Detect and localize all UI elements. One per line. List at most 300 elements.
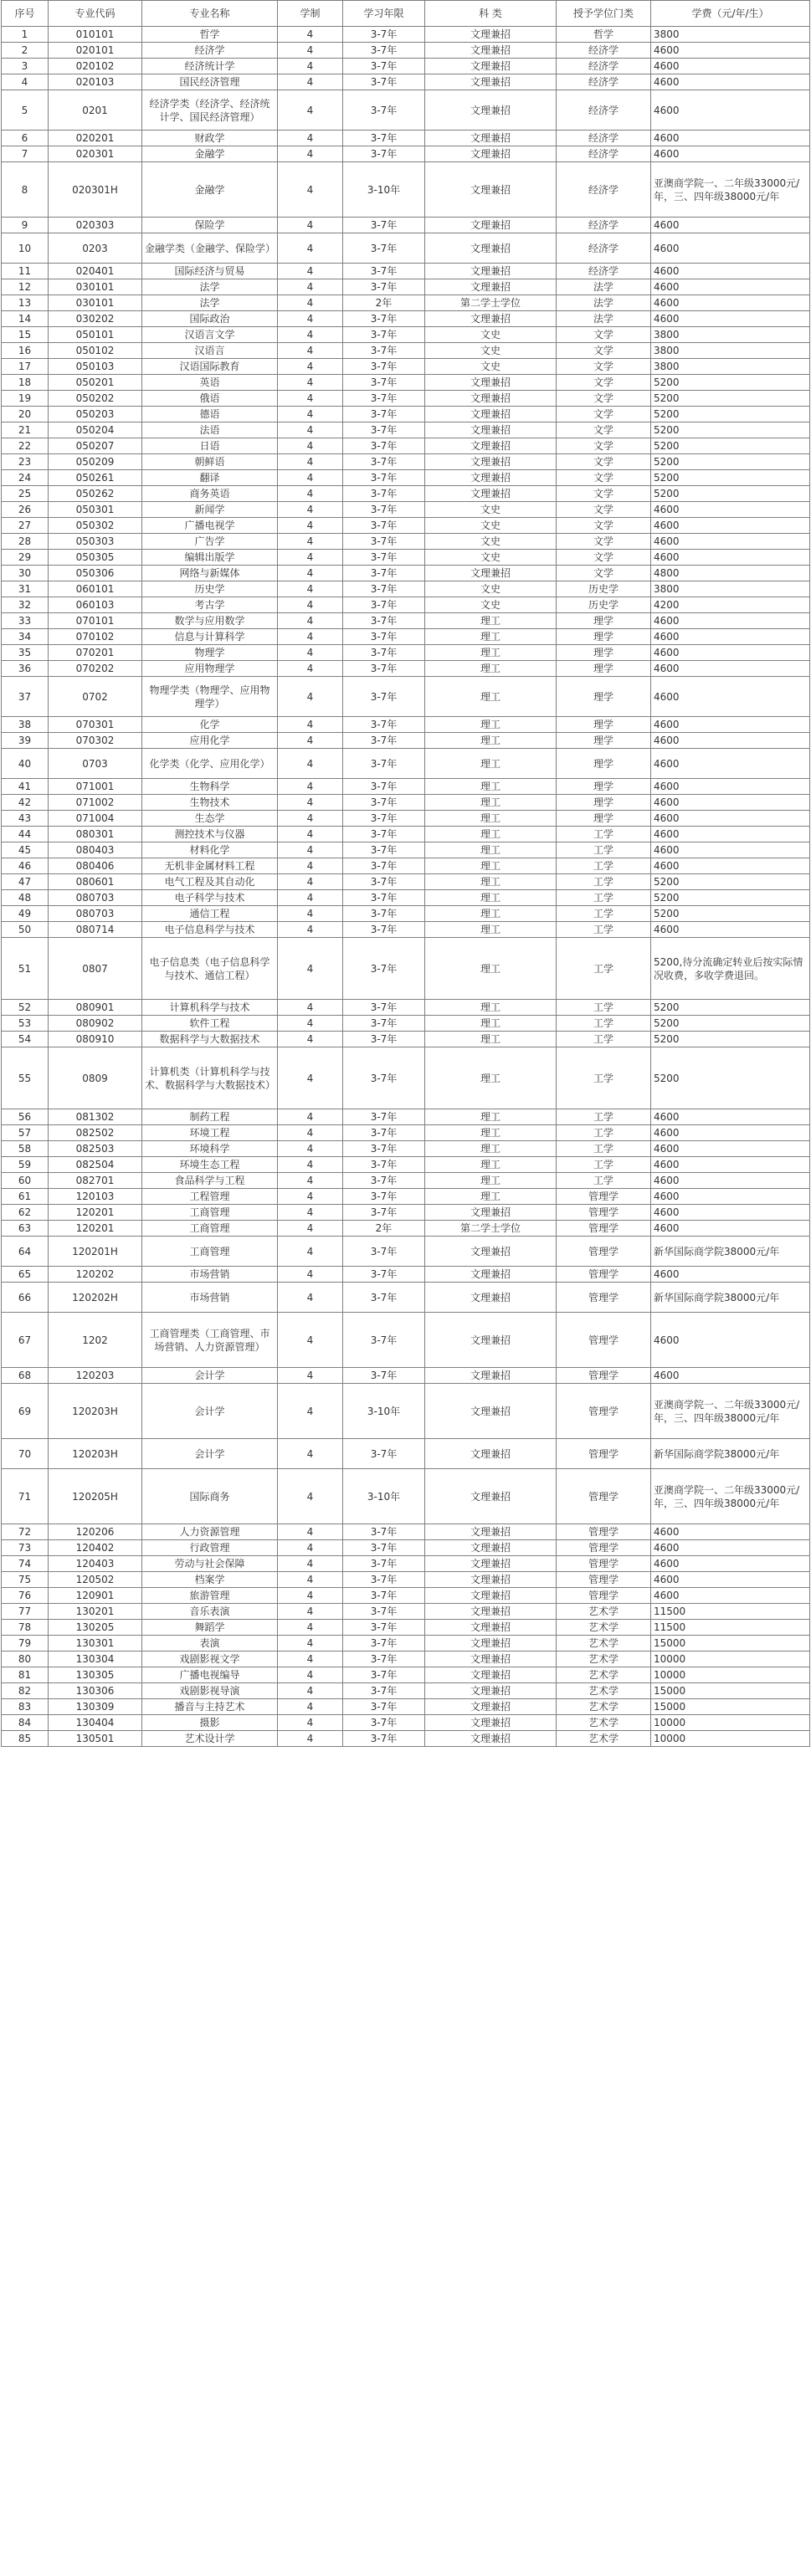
cell-study-period: 3-7年 (343, 233, 425, 264)
cell-tuition: 4600 (651, 218, 810, 233)
cell-subject-category: 文理兼招 (425, 486, 557, 502)
cell-major-code: 030202 (49, 311, 142, 327)
table-row (2, 1173, 810, 1189)
cell-tuition: 5200 (651, 1016, 810, 1032)
table-row (2, 566, 810, 581)
cell-schooling-years: 4 (278, 59, 343, 74)
header-row (2, 1, 810, 27)
cell-major-code: 050204 (49, 423, 142, 438)
cell-major-name: 化学 (142, 717, 278, 733)
cell-major-code: 050302 (49, 518, 142, 534)
cell-row-index: 42 (2, 795, 49, 811)
table-row (2, 311, 810, 327)
cell-major-code: 1202 (49, 1313, 142, 1368)
cell-schooling-years: 4 (278, 1189, 343, 1205)
cell-major-name: 经济学类（经济学、经济统计学、国民经济管理） (142, 90, 278, 131)
cell-subject-category: 理工 (425, 717, 557, 733)
cell-tuition: 4600 (651, 1221, 810, 1237)
cell-schooling-years: 4 (278, 717, 343, 733)
cell-subject-category: 文史 (425, 502, 557, 518)
cell-degree-category: 工学 (557, 1173, 651, 1189)
cell-study-period: 3-7年 (343, 131, 425, 146)
cell-row-index: 15 (2, 327, 49, 343)
cell-major-name: 环境科学 (142, 1141, 278, 1157)
cell-major-name: 汉语言 (142, 343, 278, 359)
table-row (2, 733, 810, 749)
cell-study-period: 3-7年 (343, 1125, 425, 1141)
cell-degree-category: 艺术学 (557, 1652, 651, 1667)
cell-study-period: 3-7年 (343, 59, 425, 74)
cell-major-code: 070102 (49, 629, 142, 645)
cell-tuition: 5200 (651, 874, 810, 890)
table-row (2, 1283, 810, 1313)
cell-schooling-years: 4 (278, 1283, 343, 1313)
cell-tuition: 10000 (651, 1652, 810, 1667)
cell-subject-category: 文理兼招 (425, 233, 557, 264)
cell-schooling-years: 4 (278, 938, 343, 1000)
cell-major-name: 市场营销 (142, 1283, 278, 1313)
header-major-name: 专业名称 (142, 1, 278, 27)
cell-major-name: 汉语言文学 (142, 327, 278, 343)
cell-row-index: 3 (2, 59, 49, 74)
cell-tuition: 11500 (651, 1604, 810, 1620)
cell-row-index: 24 (2, 470, 49, 486)
cell-major-code: 050207 (49, 438, 142, 454)
cell-major-code: 030101 (49, 295, 142, 311)
cell-subject-category: 文理兼招 (425, 1588, 557, 1604)
table-row (2, 1157, 810, 1173)
cell-degree-category: 法学 (557, 279, 651, 295)
cell-row-index: 13 (2, 295, 49, 311)
cell-row-index: 34 (2, 629, 49, 645)
cell-subject-category: 文理兼招 (425, 59, 557, 74)
cell-degree-category: 经济学 (557, 43, 651, 59)
table-row (2, 1469, 810, 1524)
cell-subject-category: 文理兼招 (425, 375, 557, 391)
cell-tuition: 15000 (651, 1683, 810, 1699)
cell-subject-category: 文理兼招 (425, 1368, 557, 1384)
cell-degree-category: 工学 (557, 858, 651, 874)
cell-major-code: 130306 (49, 1683, 142, 1699)
cell-schooling-years: 4 (278, 733, 343, 749)
cell-row-index: 20 (2, 407, 49, 423)
cell-major-name: 金融学 (142, 146, 278, 162)
cell-degree-category: 文学 (557, 407, 651, 423)
cell-schooling-years: 4 (278, 1652, 343, 1667)
cell-subject-category: 理工 (425, 842, 557, 858)
cell-subject-category: 文理兼招 (425, 279, 557, 295)
cell-major-name: 保险学 (142, 218, 278, 233)
cell-study-period: 3-7年 (343, 1173, 425, 1189)
cell-tuition: 4600 (651, 1524, 810, 1540)
cell-major-code: 130501 (49, 1731, 142, 1747)
cell-study-period: 3-7年 (343, 613, 425, 629)
cell-degree-category: 工学 (557, 874, 651, 890)
cell-schooling-years: 4 (278, 131, 343, 146)
cell-major-code: 0702 (49, 677, 142, 717)
cell-major-name: 舞蹈学 (142, 1620, 278, 1636)
cell-major-code: 050261 (49, 470, 142, 486)
table-row (2, 1047, 810, 1109)
cell-subject-category: 理工 (425, 1157, 557, 1173)
cell-row-index: 50 (2, 922, 49, 938)
cell-degree-category: 艺术学 (557, 1667, 651, 1683)
cell-major-code: 130305 (49, 1667, 142, 1683)
cell-degree-category: 文学 (557, 438, 651, 454)
cell-row-index: 12 (2, 279, 49, 295)
cell-row-index: 43 (2, 811, 49, 827)
cell-degree-category: 管理学 (557, 1540, 651, 1556)
cell-study-period: 3-7年 (343, 343, 425, 359)
cell-subject-category: 理工 (425, 1032, 557, 1047)
cell-degree-category: 管理学 (557, 1313, 651, 1368)
cell-tuition: 新华国际商学院38000元/年 (651, 1237, 810, 1267)
cell-study-period: 3-10年 (343, 162, 425, 218)
cell-subject-category: 文理兼招 (425, 1652, 557, 1667)
cell-tuition: 新华国际商学院38000元/年 (651, 1439, 810, 1469)
cell-row-index: 76 (2, 1588, 49, 1604)
cell-degree-category: 管理学 (557, 1368, 651, 1384)
cell-degree-category: 管理学 (557, 1384, 651, 1439)
cell-subject-category: 文理兼招 (425, 566, 557, 581)
cell-study-period: 3-7年 (343, 407, 425, 423)
cell-major-code: 050203 (49, 407, 142, 423)
cell-subject-category: 理工 (425, 661, 557, 677)
cell-major-name: 无机非金属材料工程 (142, 858, 278, 874)
cell-tuition: 4600 (651, 749, 810, 779)
cell-schooling-years: 4 (278, 1667, 343, 1683)
cell-degree-category: 文学 (557, 375, 651, 391)
cell-degree-category: 理学 (557, 733, 651, 749)
cell-degree-category: 理学 (557, 779, 651, 795)
table-row (2, 131, 810, 146)
table-row (2, 1636, 810, 1652)
table-row (2, 1683, 810, 1699)
table-row (2, 1125, 810, 1141)
table-row (2, 629, 810, 645)
cell-row-index: 51 (2, 938, 49, 1000)
cell-schooling-years: 4 (278, 162, 343, 218)
header-degree-category: 授予学位门类 (557, 1, 651, 27)
table-row (2, 1540, 810, 1556)
cell-degree-category: 文学 (557, 502, 651, 518)
cell-subject-category: 文理兼招 (425, 438, 557, 454)
cell-degree-category: 哲学 (557, 27, 651, 43)
table-row (2, 1604, 810, 1620)
cell-major-code: 070301 (49, 717, 142, 733)
cell-major-code: 080703 (49, 890, 142, 906)
cell-degree-category: 管理学 (557, 1572, 651, 1588)
cell-tuition: 3800 (651, 27, 810, 43)
cell-subject-category: 理工 (425, 1125, 557, 1141)
cell-major-name: 国民经济管理 (142, 74, 278, 90)
cell-row-index: 79 (2, 1636, 49, 1652)
cell-tuition: 4600 (651, 733, 810, 749)
cell-tuition: 5200 (651, 438, 810, 454)
cell-row-index: 73 (2, 1540, 49, 1556)
cell-study-period: 3-7年 (343, 677, 425, 717)
table-row (2, 438, 810, 454)
cell-schooling-years: 4 (278, 454, 343, 470)
cell-major-code: 020201 (49, 131, 142, 146)
cell-schooling-years: 4 (278, 470, 343, 486)
cell-major-name: 考古学 (142, 597, 278, 613)
cell-schooling-years: 4 (278, 1604, 343, 1620)
cell-degree-category: 理学 (557, 661, 651, 677)
cell-study-period: 3-7年 (343, 1699, 425, 1715)
cell-tuition: 4600 (651, 146, 810, 162)
cell-major-name: 日语 (142, 438, 278, 454)
cell-subject-category: 文理兼招 (425, 27, 557, 43)
cell-schooling-years: 4 (278, 874, 343, 890)
table-row (2, 1000, 810, 1016)
cell-major-name: 材料化学 (142, 842, 278, 858)
cell-major-code: 050202 (49, 391, 142, 407)
cell-subject-category: 理工 (425, 645, 557, 661)
cell-degree-category: 经济学 (557, 59, 651, 74)
cell-major-name: 电子信息类（电子信息科学与技术、通信工程） (142, 938, 278, 1000)
cell-study-period: 3-7年 (343, 279, 425, 295)
cell-major-name: 物理学类（物理学、应用物理学） (142, 677, 278, 717)
cell-subject-category: 文理兼招 (425, 90, 557, 131)
cell-degree-category: 管理学 (557, 1588, 651, 1604)
cell-study-period: 3-7年 (343, 890, 425, 906)
cell-schooling-years: 4 (278, 43, 343, 59)
cell-subject-category: 理工 (425, 733, 557, 749)
cell-major-code: 120206 (49, 1524, 142, 1540)
table-row (2, 1384, 810, 1439)
cell-major-name: 工商管理 (142, 1221, 278, 1237)
cell-tuition: 4600 (651, 131, 810, 146)
cell-subject-category: 文理兼招 (425, 1469, 557, 1524)
cell-major-code: 020303 (49, 218, 142, 233)
cell-major-name: 劳动与社会保障 (142, 1556, 278, 1572)
cell-major-code: 060101 (49, 581, 142, 597)
cell-degree-category: 管理学 (557, 1189, 651, 1205)
cell-study-period: 3-7年 (343, 1157, 425, 1173)
table-row (2, 874, 810, 890)
cell-schooling-years: 4 (278, 1699, 343, 1715)
cell-degree-category: 文学 (557, 470, 651, 486)
cell-study-period: 3-7年 (343, 795, 425, 811)
cell-schooling-years: 4 (278, 1237, 343, 1267)
cell-degree-category: 经济学 (557, 233, 651, 264)
table-row (2, 1032, 810, 1047)
cell-tuition: 4600 (651, 1368, 810, 1384)
cell-row-index: 77 (2, 1604, 49, 1620)
cell-tuition: 4600 (651, 1109, 810, 1125)
cell-row-index: 70 (2, 1439, 49, 1469)
table-row (2, 218, 810, 233)
table-row (2, 1588, 810, 1604)
header-study-period: 学习年限 (343, 1, 425, 27)
cell-row-index: 69 (2, 1384, 49, 1439)
cell-study-period: 3-7年 (343, 629, 425, 645)
cell-schooling-years: 4 (278, 343, 343, 359)
cell-major-code: 120203 (49, 1368, 142, 1384)
cell-schooling-years: 4 (278, 1636, 343, 1652)
cell-row-index: 41 (2, 779, 49, 795)
cell-row-index: 47 (2, 874, 49, 890)
cell-degree-category: 法学 (557, 295, 651, 311)
cell-major-code: 080901 (49, 1000, 142, 1016)
cell-subject-category: 文史 (425, 359, 557, 375)
cell-schooling-years: 4 (278, 1125, 343, 1141)
cell-subject-category: 文理兼招 (425, 1683, 557, 1699)
cell-tuition: 4600 (651, 1141, 810, 1157)
cell-tuition: 4600 (651, 518, 810, 534)
cell-degree-category: 文学 (557, 566, 651, 581)
cell-major-code: 020103 (49, 74, 142, 90)
cell-subject-category: 文理兼招 (425, 1731, 557, 1747)
cell-degree-category: 管理学 (557, 1205, 651, 1221)
cell-tuition: 5200 (651, 1000, 810, 1016)
cell-major-name: 测控技术与仪器 (142, 827, 278, 842)
cell-major-code: 080301 (49, 827, 142, 842)
cell-study-period: 3-7年 (343, 1667, 425, 1683)
cell-major-name: 国际商务 (142, 1469, 278, 1524)
cell-tuition: 4600 (651, 922, 810, 938)
cell-subject-category: 文理兼招 (425, 1313, 557, 1368)
cell-row-index: 81 (2, 1667, 49, 1683)
cell-schooling-years: 4 (278, 279, 343, 295)
cell-schooling-years: 4 (278, 1620, 343, 1636)
cell-degree-category: 理学 (557, 811, 651, 827)
cell-degree-category: 艺术学 (557, 1683, 651, 1699)
cell-subject-category: 文理兼招 (425, 1205, 557, 1221)
cell-major-code: 082504 (49, 1157, 142, 1173)
cell-study-period: 3-7年 (343, 146, 425, 162)
cell-schooling-years: 4 (278, 1173, 343, 1189)
cell-major-name: 电气工程及其自动化 (142, 874, 278, 890)
cell-major-name: 播音与主持艺术 (142, 1699, 278, 1715)
cell-degree-category: 文学 (557, 343, 651, 359)
cell-tuition: 4600 (651, 1556, 810, 1572)
cell-major-name: 生物科学 (142, 779, 278, 795)
cell-degree-category: 工学 (557, 938, 651, 1000)
cell-major-name: 经济统计学 (142, 59, 278, 74)
cell-subject-category: 理工 (425, 795, 557, 811)
cell-row-index: 9 (2, 218, 49, 233)
cell-major-code: 050306 (49, 566, 142, 581)
cell-study-period: 3-7年 (343, 749, 425, 779)
cell-subject-category: 文理兼招 (425, 391, 557, 407)
cell-tuition: 4600 (651, 502, 810, 518)
cell-study-period: 3-7年 (343, 1556, 425, 1572)
cell-study-period: 3-7年 (343, 264, 425, 279)
cell-study-period: 3-7年 (343, 1047, 425, 1109)
cell-major-name: 计算机类（计算机科学与技术、数据科学与大数据技术） (142, 1047, 278, 1109)
table-row (2, 1267, 810, 1283)
cell-schooling-years: 4 (278, 1524, 343, 1540)
table-row (2, 938, 810, 1000)
cell-degree-category: 理学 (557, 613, 651, 629)
cell-study-period: 3-7年 (343, 1313, 425, 1368)
cell-study-period: 3-7年 (343, 502, 425, 518)
cell-row-index: 85 (2, 1731, 49, 1747)
cell-major-code: 120202 (49, 1267, 142, 1283)
tuition-table (1, 0, 810, 1747)
cell-row-index: 75 (2, 1572, 49, 1588)
cell-subject-category: 文理兼招 (425, 1556, 557, 1572)
cell-major-name: 制药工程 (142, 1109, 278, 1125)
cell-row-index: 8 (2, 162, 49, 218)
cell-row-index: 74 (2, 1556, 49, 1572)
cell-degree-category: 艺术学 (557, 1620, 651, 1636)
cell-major-name: 环境工程 (142, 1125, 278, 1141)
cell-major-code: 020301H (49, 162, 142, 218)
cell-major-name: 摄影 (142, 1715, 278, 1731)
cell-tuition: 4600 (651, 550, 810, 566)
cell-row-index: 66 (2, 1283, 49, 1313)
cell-tuition: 4600 (651, 1125, 810, 1141)
cell-major-name: 英语 (142, 375, 278, 391)
cell-schooling-years: 4 (278, 1032, 343, 1047)
cell-row-index: 7 (2, 146, 49, 162)
cell-major-name: 国际政治 (142, 311, 278, 327)
cell-subject-category: 文理兼招 (425, 1267, 557, 1283)
cell-tuition: 3800 (651, 581, 810, 597)
cell-subject-category: 文理兼招 (425, 43, 557, 59)
cell-tuition: 4600 (651, 677, 810, 717)
cell-study-period: 3-7年 (343, 938, 425, 1000)
cell-major-code: 050209 (49, 454, 142, 470)
table-row (2, 327, 810, 343)
cell-subject-category: 文理兼招 (425, 1715, 557, 1731)
cell-study-period: 3-10年 (343, 1469, 425, 1524)
cell-subject-category: 理工 (425, 749, 557, 779)
cell-tuition: 3800 (651, 327, 810, 343)
cell-subject-category: 文理兼招 (425, 407, 557, 423)
table-row (2, 375, 810, 391)
cell-schooling-years: 4 (278, 779, 343, 795)
cell-degree-category: 工学 (557, 1000, 651, 1016)
cell-degree-category: 文学 (557, 327, 651, 343)
cell-row-index: 83 (2, 1699, 49, 1715)
cell-study-period: 3-7年 (343, 874, 425, 890)
cell-schooling-years: 4 (278, 90, 343, 131)
table-row (2, 233, 810, 264)
cell-study-period: 3-7年 (343, 858, 425, 874)
cell-schooling-years: 4 (278, 1556, 343, 1572)
cell-subject-category: 文理兼招 (425, 454, 557, 470)
cell-row-index: 44 (2, 827, 49, 842)
cell-degree-category: 文学 (557, 486, 651, 502)
cell-subject-category: 理工 (425, 779, 557, 795)
cell-major-code: 120205H (49, 1469, 142, 1524)
cell-subject-category: 文史 (425, 343, 557, 359)
cell-tuition: 5200 (651, 1047, 810, 1109)
cell-row-index: 31 (2, 581, 49, 597)
cell-major-name: 会计学 (142, 1384, 278, 1439)
cell-major-code: 120203H (49, 1384, 142, 1439)
table-row (2, 1205, 810, 1221)
cell-tuition: 5200 (651, 1032, 810, 1047)
cell-major-name: 戏剧影视文学 (142, 1652, 278, 1667)
cell-study-period: 3-7年 (343, 1540, 425, 1556)
cell-study-period: 3-7年 (343, 438, 425, 454)
cell-degree-category: 经济学 (557, 218, 651, 233)
cell-major-name: 德语 (142, 407, 278, 423)
cell-study-period: 3-7年 (343, 1189, 425, 1205)
cell-major-name: 广告学 (142, 534, 278, 550)
cell-study-period: 3-7年 (343, 1620, 425, 1636)
cell-subject-category: 第二学士学位 (425, 295, 557, 311)
cell-schooling-years: 4 (278, 1384, 343, 1439)
cell-major-code: 010101 (49, 27, 142, 43)
cell-tuition: 15000 (651, 1636, 810, 1652)
cell-major-code: 020102 (49, 59, 142, 74)
